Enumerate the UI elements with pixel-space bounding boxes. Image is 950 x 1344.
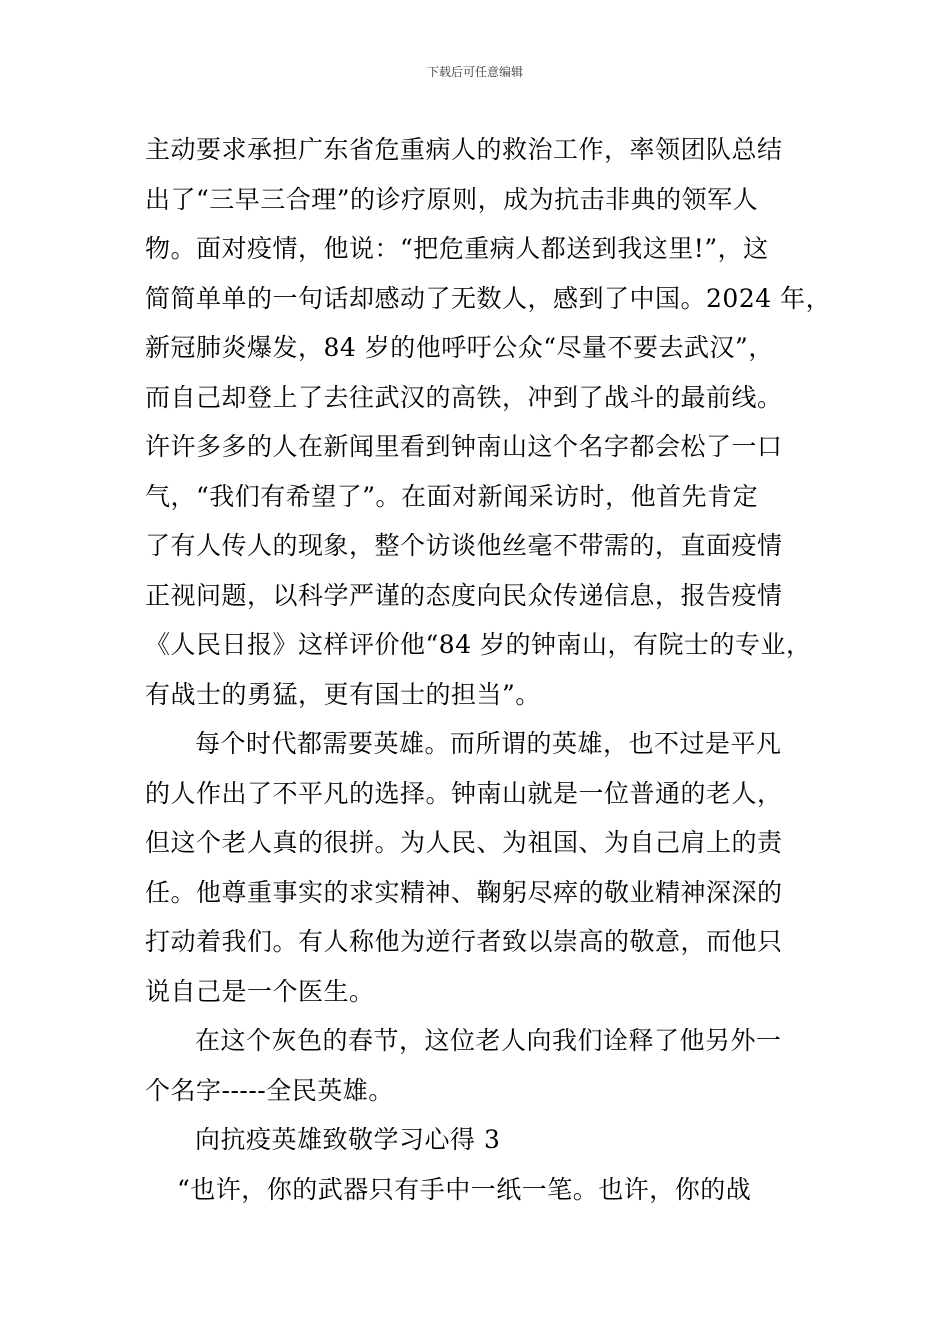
text-line: 个名字-----全民英雄。 xyxy=(145,1075,394,1105)
text-line: 了有人传人的现象，整个访谈他丝毫不带需的，直面疫情 xyxy=(145,531,783,560)
text-line: 而自己却登上了去往武汉的高铁，冲到了战斗的最前线。 xyxy=(145,382,783,412)
text-line: 但这个老人真的很拼。为人民、为祖国、为自己肩上的责 xyxy=(145,828,783,857)
text-line: 出了“三早三合理”的诊疗原则，成为抗击非典的领军人 xyxy=(145,184,759,214)
text-line: 有战士的勇猛，更有国士的担当”。 xyxy=(145,679,541,709)
document-body xyxy=(145,125,835,1214)
text-line: 任。他尊重事实的求实精神、鞠躬尽瘁的敬业精神深深的 xyxy=(145,877,783,907)
text-line: 简简单单的一句话却感动了无数人，感到了中国。2024 年， xyxy=(145,283,832,313)
text-line: 《人民日报》这样评价他“84 岁的钟南山，有院士的专业， xyxy=(145,630,812,659)
text-line: 物。面对疫情，他说：“把危重病人都送到我这里!”，这 xyxy=(145,234,769,263)
text-line: 正视问题，以科学严谨的态度向民众传递信息，报告疫情 xyxy=(145,580,783,610)
header-note: 下载后可任意编辑 xyxy=(426,65,523,79)
text-line: 主动要求承担广东省危重病人的救治工作，率领团队总结 xyxy=(145,135,783,164)
text-line: 新冠肺炎爆发，84 岁的他呼吁公众“尽量不要去武汉”， xyxy=(145,333,774,362)
paragraph-start-line: 在这个灰色的春节，这位老人向我们诠释了他另外一 xyxy=(195,1026,782,1055)
text-line: 气，“我们有希望了”。在面对新闻采访时，他首先肯定 xyxy=(145,481,759,511)
paragraph-start-line: 每个时代都需要英雄。而所谓的英雄，也不过是平凡 xyxy=(195,729,782,758)
section-heading: 向抗疫英雄致敬学习心得 3 xyxy=(195,1125,501,1154)
text-line: 许许多多的人在新闻里看到钟南山这个名字都会松了一口 xyxy=(145,432,783,461)
text-line: 的人作出了不平凡的选择。钟南山就是一位普通的老人， xyxy=(145,778,783,808)
text-line: 打动着我们。有人称他为逆行者致以崇高的敬意，而他只 xyxy=(145,927,783,956)
text-line: 说自己是一个医生。 xyxy=(145,976,375,1006)
paragraph-start-line: “也许，你的武器只有手中一纸一笔。也许，你的战 xyxy=(177,1174,752,1204)
